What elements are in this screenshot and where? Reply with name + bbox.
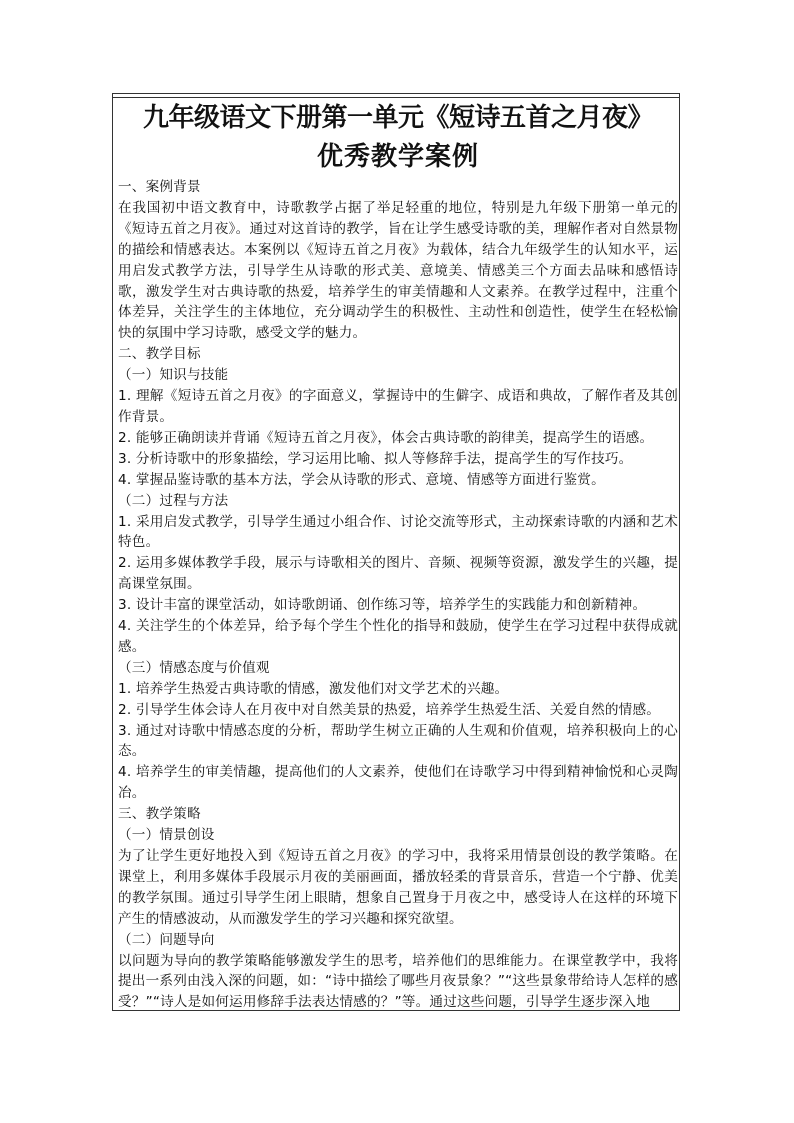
subheading-situation: （一）情景创设 (118, 827, 215, 844)
document-content (118, 99, 678, 1013)
process-item: 4. 关注学生的个体差异，给予每个学生个性化的指导和鼓励，使学生在学习过程中获得成就感。 (118, 618, 678, 655)
background-paragraph: 在我国初中语文教育中，诗歌教学占据了举足轻重的地位，特别是九年级下册第一单元的《短诗五首之月夜》。通过对这首诗的教学，旨在让学生感受诗歌的美，理解作者对自然景物的描绘和情感表达。本案例以《短诗五首之月夜》为载体，结合九年级学生的认知水平，运用启发式教学方法，引导学生从诗歌的形式美、意境美、情感美三个方面去品味和感悟诗歌，激发学生对古典诗歌的热爱，培养学生的审美情趣和人文素养。在教学过程中，注重个体差异，关注学生的主体地位，充分调动学生的积极性、主动性和创造性，使学生在轻松愉快的氛围中学习诗歌，感受文学的魅力。 (118, 199, 678, 342)
knowledge-item: 3. 分析诗歌中的形象描绘，学习运用比喻、拟人等修辞手法，提高学生的写作技巧。 (118, 450, 633, 467)
subheading-emotion: （三）情感态度与价值观 (118, 659, 270, 676)
document-title-line-2: 优秀教学案例 (316, 142, 479, 172)
process-item: 2. 运用多媒体教学手段，展示与诗歌相关的图片、音频、视频等资源，激发学生的兴趣，提高课堂氛围。 (118, 555, 678, 593)
emotion-item: 2. 引导学生体会诗人在月夜中对自然美景的热爱，培养学生热爱生活、关爱自然的情感。 (118, 701, 661, 718)
emotion-item: 4. 培养学生的审美情趣，提高他们的人文素养，使他们在诗歌学习中得到精神愉悦和心灵陶冶。 (118, 764, 678, 802)
table-top-rule (113, 97, 679, 98)
subheading-knowledge: （一）知识与技能 (118, 367, 229, 384)
process-item: 3. 设计丰富的课堂活动，如诗歌朗诵、创作练习等，培养学生的实践能力和创新精神。 (118, 597, 647, 614)
subheading-questions: （二）问题导向 (118, 931, 215, 948)
emotion-item: 1. 培养学生热爱古典诗歌的情感，激发他们对文学艺术的兴趣。 (118, 680, 509, 697)
section-heading-strategy: 三、教学策略 (118, 806, 201, 823)
knowledge-item: 1. 理解《短诗五首之月夜》的字面意义，掌握诗中的生僻字、成语和典故，了解作者及其创作背景。 (118, 388, 678, 425)
subheading-process: （二）过程与方法 (118, 492, 229, 509)
knowledge-item: 2. 能够正确朗读并背诵《短诗五首之月夜》，体会古典诗歌的韵律美，提高学生的语感。 (118, 429, 654, 446)
questions-paragraph: 以问题为导向的教学策略能够激发学生的思考，培养他们的思维能力。在课堂教学中，我将提出一系列由浅入深的问题，如：“诗中描绘了哪些月夜景象？”“这些景象带给诗人怎样的感受？”“诗人是如何运用修辞手法表达情感的？”等。通过这些问题，引导学生逐步深入地 (118, 952, 678, 1011)
section-heading-background: 一、案例背景 (118, 179, 201, 195)
knowledge-item: 4. 掌握品鉴诗歌的基本方法，学会从诗歌的形式、意境、情感等方面进行鉴赏。 (118, 471, 605, 488)
document-title-line-1: 九年级语文下册第一单元《短诗五首之月夜》 (142, 103, 653, 133)
process-item: 1. 采用启发式教学，引导学生通过小组合作、讨论交流等形式，主动探索诗歌的内涵和艺术特色。 (118, 513, 678, 551)
document-body (118, 177, 678, 1013)
situation-paragraph: 为了让学生更好地投入到《短诗五首之月夜》的学习中，我将采用情景创设的教学策略。在课堂上，利用多媒体手段展示月夜的美丽画面，播放轻柔的背景音乐，营造一个宁静、优美的教学氛围。通过引导学生闭上眼睛，想象自己置身于月夜之中，感受诗人在这样的环境下产生的情感波动，从而激发学生的学习兴趣和探究欲望。 (118, 848, 678, 927)
section-heading-goals: 二、教学目标 (118, 346, 201, 363)
emotion-item: 3. 通过对诗歌中情感态度的分析，帮助学生树立正确的人生观和价值观，培养积极向上的心态。 (118, 722, 678, 760)
